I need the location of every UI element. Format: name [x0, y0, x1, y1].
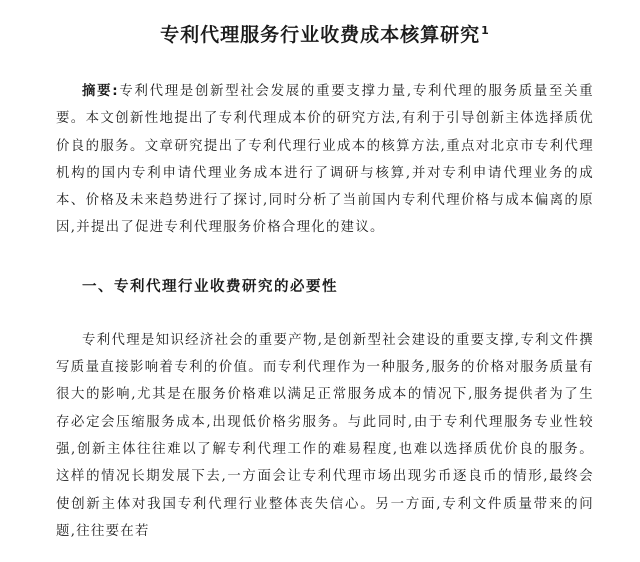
- abstract-paragraph: [56, 78, 594, 242]
- document-title: [56, 22, 594, 48]
- abstract-label: 摘要:: [82, 84, 119, 99]
- section-heading: 一、专利代理行业收费研究的必要性: [82, 278, 338, 295]
- body-paragraph: 专利代理是知识经济社会的重要产物,是创新型社会建设的重要支撑,专利文件撰写质量直接影响着专利的价值。而专利代理作为一种服务,服务的价格对服务质量有很大的影响,尤其是在服务价格难以满足正常服务成本的情况下,服务提供者为了生存必定会压缩服务成本,出现低价格劣服务。与此同时,由于专利代理服务专业性较强,创新主体往往难以了解专利代理工作的难易程度,也难以选择质优价良的服务。这样的情况长期发展下去,一方面会让专利代理市场出现劣币逐良币的情形,最终会使创新主体对我国专利代理行业整体丧失信心。另一方面,专利文件质量带来的问题,往往要在若: [56, 332, 594, 539]
- title-text: 专利代理服务行业收费成本核算研究: [160, 24, 481, 46]
- title-footnote-marker[interactable]: 1: [481, 23, 490, 37]
- abstract-text: 专利代理是创新型社会发展的重要支撑力量,专利代理的服务质量至关重要。本文创新性地提出了专利代理成本价的研究方法,有利于引导创新主体选择质优价良的服务。文章研究提出了专利代理行业成本的核算方法,重点对北京市专利代理机构的国内专利申请代理业务成本进行了调研与核算,并对专利申请代理业务的成本、价格及未来趋势进行了探讨,同时分析了当前国内专利代理价格与成本偏离的原因,并提出了促进专利代理服务价格合理化的建议。: [56, 84, 594, 236]
